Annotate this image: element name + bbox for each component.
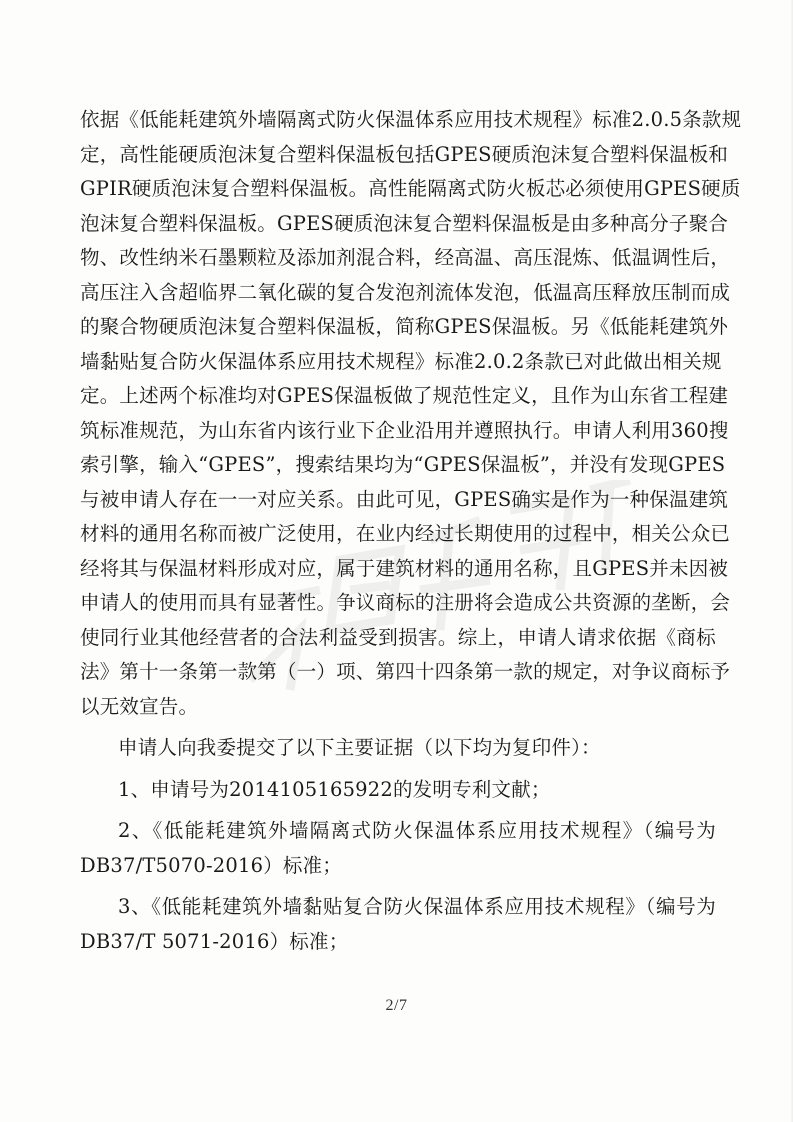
evidence-item-3: 3、《低能耗建筑外墙黏贴复合防火保温体系应用技术规程》（编号为	[118, 895, 716, 918]
text-line: 经将其与保温材料形成对应，属于建筑材料的通用名称，且GPES并未因被	[80, 556, 729, 580]
text-line: 泡沫复合塑料保温板。GPES硬质泡沫复合塑料保温板是由多种高分子聚合	[80, 211, 729, 235]
text-line: 索引擎，输入“GPES”，搜索结果均为“GPES保温板”，并没有发现GPES	[80, 453, 726, 476]
text-line: 以无效宣告。	[80, 694, 199, 718]
text-line: 筑标准规范，为山东省内该行业下企业沿用并遵照执行。申请人利用360搜	[80, 418, 729, 442]
text-line: 法》第十一条第一款第（一）项、第四十四条第一款的规定，对争议商标予	[80, 660, 731, 683]
text-line: 申请人的使用而具有显著性。争议商标的注册将会造成公共资源的垄断，会	[80, 591, 731, 614]
text-line: 与被申请人存在一一对应关系。由此可见，GPES确实是作为一种保温建筑	[80, 487, 729, 511]
evidence-item-2: 2、《低能耗建筑外墙隔离式防火保温体系应用技术规程》（编号为	[118, 819, 716, 842]
document-body	[80, 103, 742, 959]
text-line: 高压注入含超临界二氧化碳的复合发泡剂流体发泡，低温高压释放压制而成	[80, 280, 731, 304]
text-line: 使同行业其他经营者的合法利益受到损害。综上，申请人请求依据《商标	[80, 625, 716, 649]
evidence-item-3-continued: DB37/T 5071-2016）标准；	[80, 929, 349, 953]
text-line: 定，高性能硬质泡沫复合塑料保温板包括GPES硬质泡沫复合塑料保温板和	[80, 142, 729, 166]
text-line: 定。上述两个标准均对GPES保温板做了规范性定义，且作为山东省工程建	[80, 384, 729, 407]
evidence-list	[80, 731, 716, 959]
text-line: 物、改性纳米石墨颗粒及添加剂混合料，经高温、高压混炼、低温调性后，	[80, 246, 731, 269]
paragraph-grounds	[80, 103, 742, 724]
evidence-intro: 申请人向我委提交了以下主要证据（以下均为复印件）：	[118, 736, 601, 759]
text-line: 的聚合物硬质泡沫复合塑料保温板，简称GPES保温板。另《低能耗建筑外	[80, 315, 729, 338]
text-line: GPIR硬质泡沫复合塑料保温板。高性能隔离式防火板芯必须使用GPES硬质	[80, 177, 741, 200]
evidence-item-1: 1、申请号为2014105165922的发明专利文献；	[118, 777, 551, 801]
text-line: 材料的通用名称而被广泛使用，在业内经过长期使用的过程中，相关公众已	[80, 522, 731, 545]
page-number: 2/7	[385, 997, 408, 1014]
evidence-item-2-continued: DB37/T5070-2016）标准；	[80, 853, 342, 877]
text-line: 墙黏贴复合防火保温体系应用技术规程》标准2.0.2条款已对此做出相关规	[80, 349, 722, 373]
text-line: 依据《低能耗建筑外墙隔离式防火保温体系应用技术规程》标准2.0.5条款规	[80, 108, 742, 131]
